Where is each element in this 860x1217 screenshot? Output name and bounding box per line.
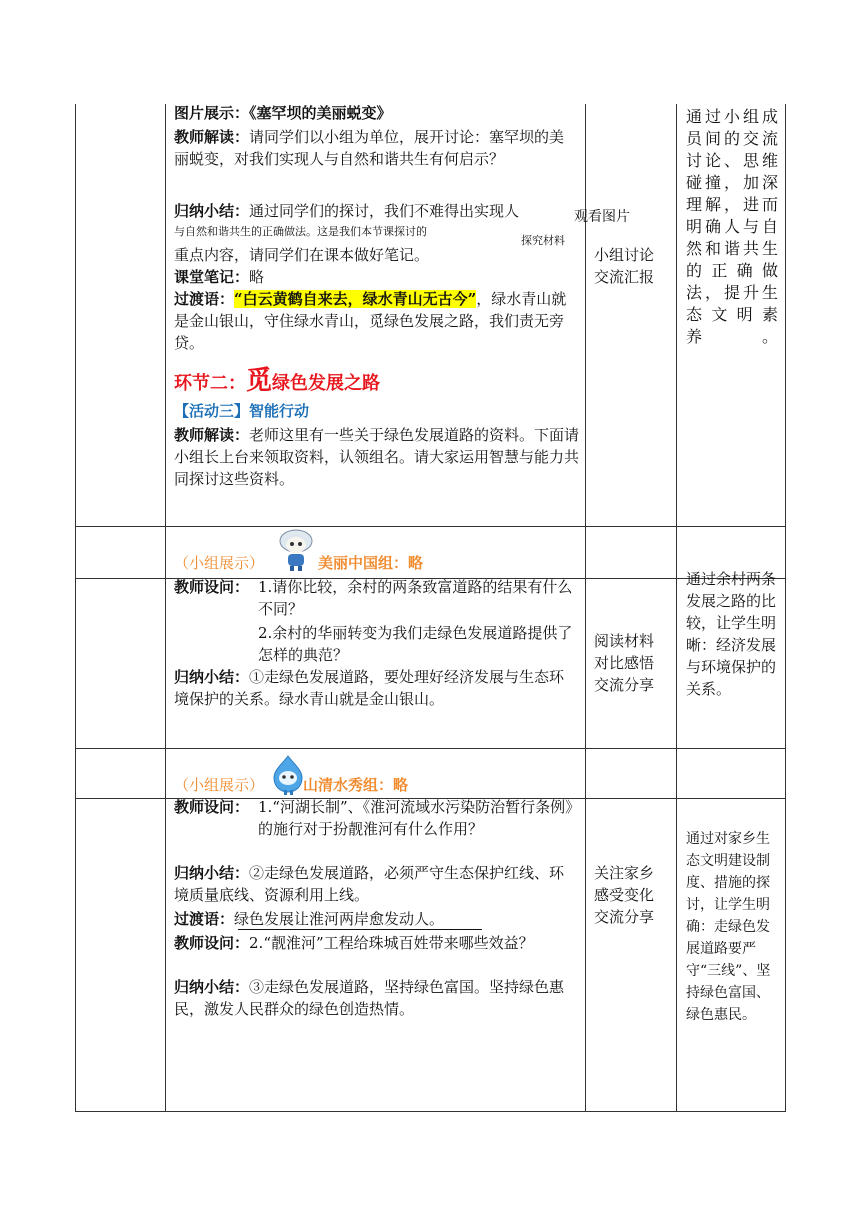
transition-1-rest: ，绿水青山就是金山银山，守住绿水青山，觅绿色发展之路，我们责无旁贷。 — [174, 290, 567, 352]
picture-show-title: 《塞罕坝的美丽蜕变》 — [249, 104, 392, 122]
table-border-bottom — [75, 1111, 786, 1112]
table-border-left — [75, 104, 76, 1112]
summary-1-line1 — [174, 200, 519, 222]
teacher-ask-3-label: 教师设问： — [174, 798, 250, 816]
summary-1-line2: 与自然和谐共生的正确做法。这是我们本节课探讨的 — [174, 225, 427, 238]
transition-3-underline — [238, 929, 482, 930]
summary-1-text-1: 通过同学们的探讨，我们不难得出实现人 — [249, 202, 520, 220]
summary-3b-text: ③走绿色发展道路，坚持绿色富国。坚持绿色惠民，激发人民群众的绿色创造热情。 — [174, 978, 565, 1018]
table-border-right — [785, 104, 786, 1112]
summary-3 — [174, 862, 579, 906]
student-activity-1: 小组讨论交流汇报 — [594, 246, 655, 286]
teacher-ask-3b — [174, 932, 534, 954]
activity-three-bracket: 【活动三】 — [174, 402, 250, 420]
summary-1-line3: 重点内容，请同学们在课本做好笔记。 — [174, 246, 430, 264]
table-row-divider-2 — [75, 748, 786, 749]
classroom-notes-label: 课堂笔记： — [174, 268, 250, 286]
teacher-reading-1 — [174, 126, 579, 170]
design-intent-1: 通过小组成员间的交流讨论、思维碰撞，加深理解，进而明确人与自然和谐共生的正确做法，提升生态文明素养。 — [686, 107, 778, 346]
design-intent-2: 通过余村两条发展之路的比较，让学生明晰：经济发展与环境保护的关系。 — [686, 570, 777, 698]
transition-1 — [174, 288, 579, 354]
picture-show-line — [174, 102, 392, 124]
activity-three-name: 智能行动 — [249, 402, 310, 420]
summary-3-text: ②走绿色发展道路，必须严守生态保护红线、环境质量底线、资源利用上线。 — [174, 864, 565, 904]
summary-3b-label: 归纳小结： — [174, 978, 250, 996]
mascot-water-drop-icon — [270, 754, 306, 796]
teacher-ask-2-q2: 2.余村的华丽转变为我们走绿色发展道路提供了怎样的典范？ — [258, 624, 573, 664]
classroom-notes — [174, 266, 264, 288]
group-tag-3: （小组展示） — [174, 776, 265, 794]
heading-big-char: 觅 — [246, 366, 273, 396]
transition-1-quote: “白云黄鹤自来去，绿水青山无古今” — [234, 290, 477, 308]
teacher-ask-2-q1: 1.请你比较，余村的两条致富道路的结果有什么不同？ — [258, 578, 573, 618]
transition-3-text: 绿色发展让淮河两岸愈发动人。 — [234, 910, 445, 928]
mascot-sheep-icon — [276, 527, 316, 573]
table-divider-2 — [585, 104, 586, 1112]
teacher-reading-text: 请同学们以小组为单位，展开讨论：塞罕坝的美丽蜕变，对我们实现人与自然和谐共生有何启示？ — [174, 128, 565, 168]
teacher-ask-3b-label: 教师设问： — [174, 934, 250, 952]
transition-3 — [174, 908, 444, 930]
float-watch-pictures: 观看图片 — [574, 209, 630, 225]
teacher-reading-2-label: 教师解读： — [174, 426, 250, 444]
summary-2-text: ①走绿色发展道路，要处理好经济发展与生态环境保护的关系。绿水青山就是金山银山。 — [174, 668, 565, 708]
group-tag-2: （小组展示） — [174, 554, 265, 572]
teacher-reading-2-text: 老师这里有一些关于绿色发展道路的资料。下面请小组长上台来领取资料，认领组名。请大家运用智慧与能力共同探讨这些资料。 — [174, 426, 580, 488]
table-divider-1 — [165, 104, 166, 1112]
teacher-ask-2-label: 教师设问： — [174, 578, 250, 596]
summary-1-label: 归纳小结： — [174, 202, 250, 220]
student-activity-3: 关注家乡感受变化交流分享 — [594, 864, 655, 926]
transition-1-label: 过渡语： — [174, 290, 235, 308]
table-row-divider-1 — [75, 526, 786, 527]
heading-prefix: 环节二： — [174, 373, 246, 394]
float-explore-materials: 探究材料 — [521, 234, 565, 247]
heading-suffix: 绿色发展之路 — [272, 373, 381, 394]
classroom-notes-value: 略 — [249, 268, 265, 286]
table-divider-3 — [676, 104, 677, 1112]
summary-2 — [174, 666, 579, 710]
transition-3-label: 过渡语： — [174, 910, 235, 928]
section-heading-two — [174, 360, 380, 397]
group-name-2: 美丽中国组：略 — [318, 554, 424, 572]
activity-three-title — [174, 400, 309, 421]
teacher-ask-3b-q2: 2.“靓淮河”工程给珠城百姓带来哪些效益？ — [249, 934, 534, 952]
teacher-reading-2 — [174, 424, 584, 490]
picture-show-label: 图片展示： — [174, 104, 250, 122]
summary-3b — [174, 976, 579, 1020]
student-activity-2: 阅读材料对比感悟交流分享 — [594, 632, 655, 694]
design-intent-3: 通过对家乡生态文明建设制度、措施的探讨，让学生明确：走绿色发展道路要严守“三线”、坚持绿色富国、绿色惠民。 — [686, 831, 771, 1023]
teacher-reading-label: 教师解读： — [174, 128, 250, 146]
summary-2-label: 归纳小结： — [174, 668, 250, 686]
summary-3-label: 归纳小结： — [174, 864, 250, 882]
group-name-3: 山清水秀组：略 — [303, 776, 409, 794]
teacher-ask-3-q1: 1.“河湖长制”、《淮河流域水污染防治暂行条例》的施行对于扮靓淮河有什么作用？ — [258, 798, 573, 838]
